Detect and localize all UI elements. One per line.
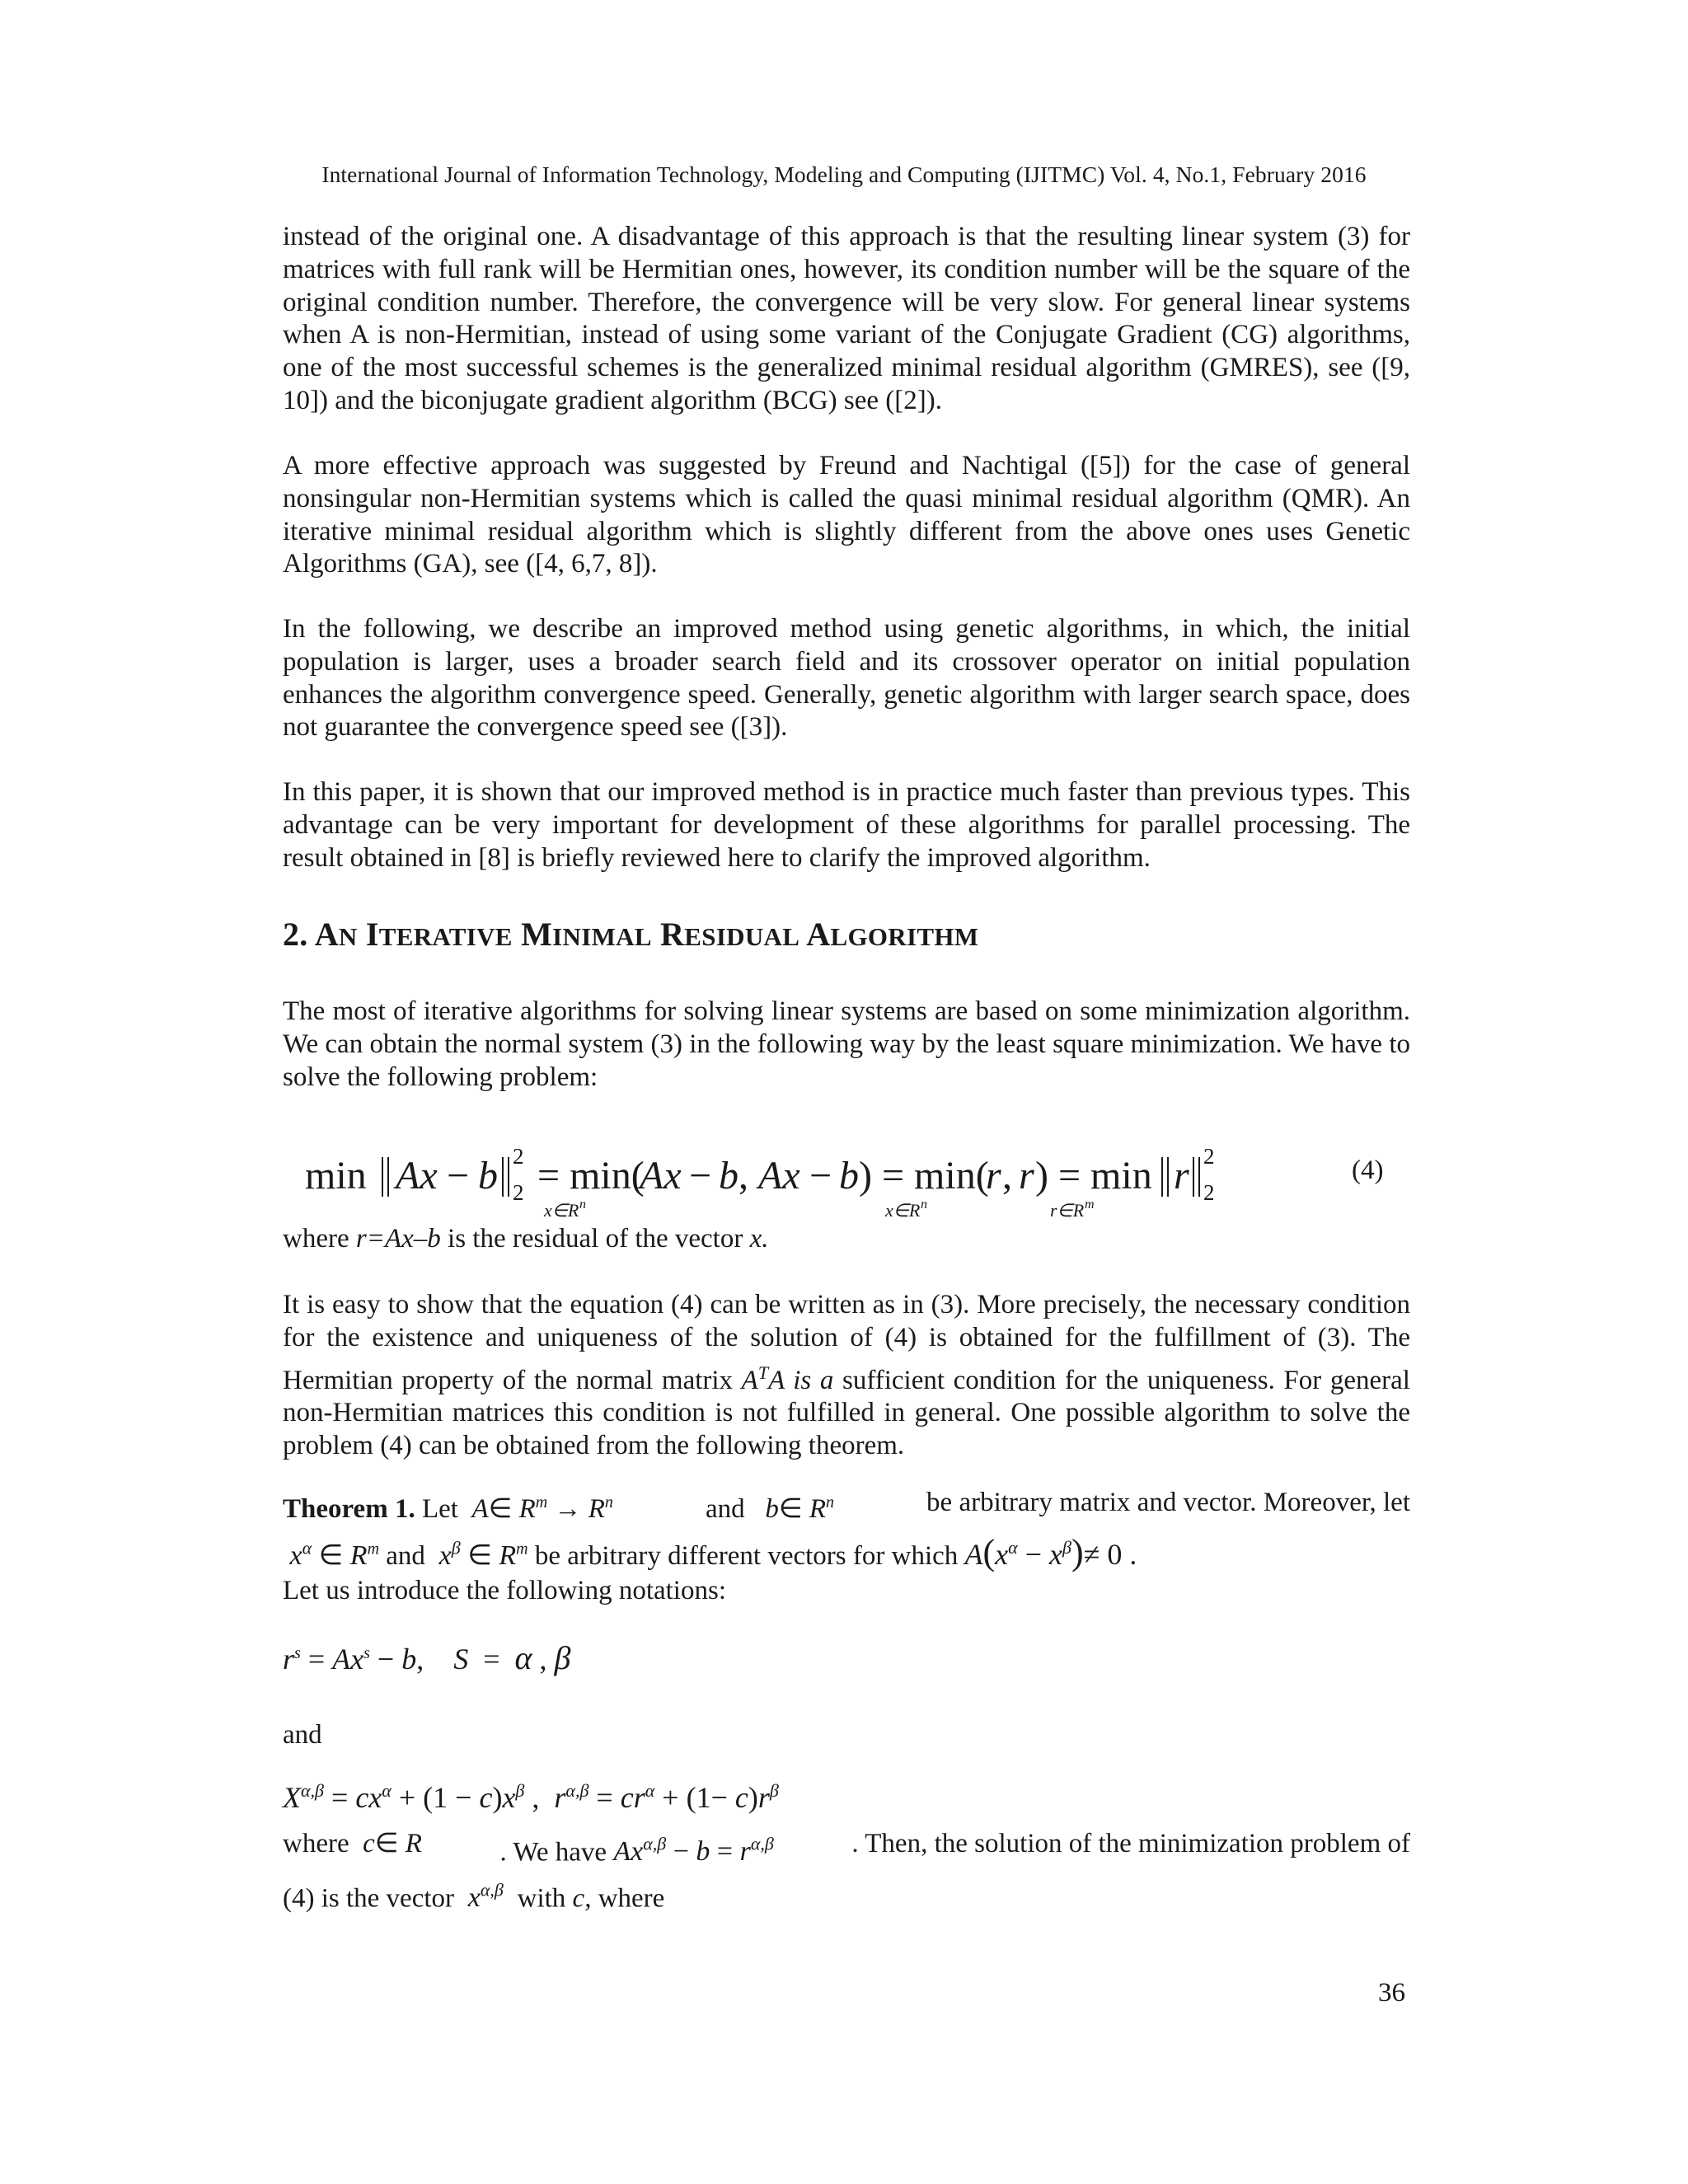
- section-title-w6: R: [651, 916, 685, 953]
- section-title-w8: A: [799, 916, 831, 953]
- section-title-w2: I: [357, 916, 379, 953]
- svg-text:r: r: [986, 1154, 1001, 1197]
- matrix-a: A: [741, 1365, 758, 1395]
- svg-text:2: 2: [1203, 1180, 1215, 1205]
- then-solution-text: . Then, the solution of the minimization problem of: [851, 1829, 1410, 1858]
- theorem-line-2: [283, 1531, 1410, 1573]
- section-title-w7: ESIDUAL: [684, 922, 800, 951]
- with-text: with: [510, 1883, 573, 1914]
- svg-text:m: m: [1085, 1197, 1095, 1212]
- math-x-alpha: $x^\alpha$ ∈ $R^m$: [289, 1537, 380, 1571]
- paragraph-equivalence: [283, 1289, 1410, 1463]
- svg-text:−: −: [809, 1154, 832, 1197]
- math-x-beta: $x^\beta$ ∈ $R^m$: [438, 1537, 528, 1571]
- notation-combination-formula: $X^{\alpha,\beta} = cx^\alpha + (1 - c)x^\beta$ , $r^{\alpha,\beta} = cr^\alpha + (1- c)r^\beta$: [283, 1780, 779, 1814]
- math-x-alpha-beta: $x^{\alpha,\beta}$: [467, 1880, 504, 1914]
- journal-header: International Journal of Information Technology, Modeling and Computing (IJITMC) Vol. 4, No.1, February 2016: [321, 162, 1367, 187]
- paragraph-improved-method: In the following, we describe an improved method using genetic algorithms, in which, the initial population is larger, uses a broader search field and its crossover operator on initial population enhances the algorithm convergence speed. Generally, genetic algorithm with larger search space, does not guarantee the convergence speed see ([3]).: [283, 614, 1410, 743]
- svg-text:) = min: ) = min: [1035, 1154, 1152, 1197]
- where-line-2: [283, 1874, 1410, 1915]
- math-residual-identity: $Ax^{\alpha,\beta} - b = r^{\alpha,\beta}$: [613, 1834, 774, 1868]
- section-title-w3: TERATIVE: [378, 922, 513, 951]
- theorem-arbitrary: be arbitrary matrix and vector. Moreover, let: [926, 1488, 1410, 1517]
- c-symbol: c,: [572, 1883, 592, 1914]
- math-b-in-rn: b: [765, 1494, 779, 1524]
- svg-text:−: −: [689, 1154, 712, 1197]
- equivalence-text-a: It is easy to show that the equation (4) can be written as in (3). More precisely, the necessary condition for the existence and uniqueness of the solution of (4) is obtained for the fulfillment of (3). The Hermitian property of the normal matrix: [283, 1290, 1410, 1395]
- residual-expr: r=Ax–b: [355, 1224, 441, 1254]
- paragraph-residual: [283, 1223, 1410, 1256]
- svg-text:min: min: [305, 1154, 367, 1197]
- svg-text:,: ,: [738, 1154, 748, 1197]
- svg-text:x∈R: x∈R: [885, 1200, 921, 1221]
- svg-text:−: −: [447, 1154, 470, 1197]
- notation-intro: Let us introduce the following notations:: [283, 1575, 726, 1605]
- svg-text:r: r: [1174, 1154, 1189, 1197]
- svg-text:n: n: [921, 1197, 927, 1212]
- section-title-w0: A: [314, 916, 339, 953]
- where-end-text: where: [591, 1883, 665, 1914]
- equation-4: [305, 1129, 1393, 1228]
- theorem-1: [283, 1487, 1410, 1607]
- svg-text:r∈R: r∈R: [1050, 1200, 1085, 1221]
- section-number: 2.: [283, 916, 308, 953]
- svg-text:x∈R: x∈R: [544, 1200, 579, 1221]
- where-text: where: [283, 1829, 356, 1858]
- svg-text:,: ,: [1002, 1154, 1012, 1197]
- equation-4-formula: [305, 1129, 1215, 1228]
- section-title-w9: LGORITHM: [830, 922, 979, 951]
- notation-residual-formula: $r^s = Ax^s - b$, S = α , β: [283, 1639, 571, 1676]
- where-line-1: where c∈ R . We have $Ax^{\alpha,\beta} - b = r^{\alpha,\beta}$ . Then, the solution of the minimization problem of: [283, 1828, 1410, 1869]
- svg-text:Ax: Ax: [396, 1154, 438, 1197]
- paragraph-qmr: A more effective approach was suggested by Freund and Nachtigal ([5]) for the case of general nonsingular non-Hermitian systems which is called the quasi minimal residual algorithm (QMR). An iterative minimal residual algorithm which is slightly different from the above ones uses Genetic Algorithms (GA), see ([4, 6,7, 8]).: [283, 451, 1410, 579]
- svg-text:) = min(: ) = min(: [859, 1154, 989, 1197]
- ata-is-a: A is a: [768, 1365, 834, 1395]
- theorem-label: Theorem 1.: [283, 1494, 415, 1524]
- math-a-in-rm-rn: A: [471, 1494, 489, 1524]
- transpose-mark: T: [757, 1361, 769, 1383]
- svg-text:2: 2: [1203, 1144, 1215, 1169]
- svg-text:= min(: = min(: [537, 1154, 645, 1197]
- equation-4-number: (4): [1352, 1155, 1384, 1185]
- section-title-w5: INIMAL: [552, 922, 652, 951]
- svg-text:b: b: [839, 1154, 859, 1197]
- theorem-line-1: Theorem 1. Let A∈ $R^m \to R^n$ and b∈ $R^n$ be arbitrary matrix and vector. Moreover, let: [283, 1487, 1410, 1526]
- theorem-different: be arbitrary different vectors for which: [528, 1540, 965, 1571]
- residual-text-a: where: [283, 1224, 356, 1254]
- theorem-and: and: [705, 1494, 752, 1524]
- residual-text-c: is the residual of the vector: [440, 1224, 750, 1254]
- svg-text:r: r: [1019, 1154, 1034, 1197]
- svg-text:2: 2: [513, 1180, 524, 1205]
- page-number: 36: [1378, 1978, 1405, 2008]
- theorem-let: Let: [415, 1494, 466, 1524]
- svg-text:n: n: [579, 1197, 586, 1212]
- paragraph-this-paper: In this paper, it is shown that our improved method is in practice much faster than previous types. This advantage can be very important for development of these algorithms for parallel processing. The result obtained in [8] is briefly reviewed here to clarify the improved algorithm.: [283, 777, 1410, 873]
- equivalence-text-e: sufficient condition for the uniqueness. For general non-Hermitian matrices this condition is not fulfilled in general. One possible algorithm to solve the problem (4) can be obtained from the following theorem.: [283, 1365, 1410, 1461]
- section-title-w4: M: [512, 916, 553, 953]
- svg-text:b: b: [478, 1154, 498, 1197]
- paragraph-intro: instead of the original one. A disadvantage of this approach is that the resulting linear system (3) for matrices with full rank will be Hermitian ones, however, its condition number will be the square of the original condition number. Therefore, the convergence will be very slow. For general linear systems when A is non-Hermitian, instead of using some variant of the Conjugate Gradient (CG) algorithms, one of the most successful schemes is the generalized minimal residual algorithm (GMRES), see ([9, 10]) and the biconjugate gradient algorithm (BCG) see ([2]).: [283, 222, 1410, 415]
- and-connector: and: [283, 1720, 322, 1750]
- paragraph-where-c: [283, 1828, 1410, 1915]
- math-a-nonzero: $A(x^\alpha - x^\beta)\ne 0$ .: [964, 1531, 1137, 1572]
- svg-text:b: b: [719, 1154, 738, 1197]
- svg-text:2: 2: [513, 1144, 524, 1169]
- math-c-in-r: c: [363, 1829, 375, 1858]
- theorem-and-2: and: [379, 1540, 433, 1571]
- svg-text:Ax: Ax: [758, 1154, 800, 1197]
- residual-vector: x.: [749, 1224, 769, 1254]
- we-have-text: . We have: [499, 1837, 614, 1868]
- section-title-w1: N: [338, 922, 358, 951]
- is-vector-text: (4) is the vector: [283, 1883, 462, 1914]
- paragraph-minimization: The most of iterative algorithms for solving linear systems are based on some minimization algorithm. We can obtain the normal system (3) in the following way by the least square minimization. We have to solve the following problem:: [283, 996, 1410, 1092]
- section-heading: [283, 915, 978, 954]
- svg-text:Ax: Ax: [640, 1154, 682, 1197]
